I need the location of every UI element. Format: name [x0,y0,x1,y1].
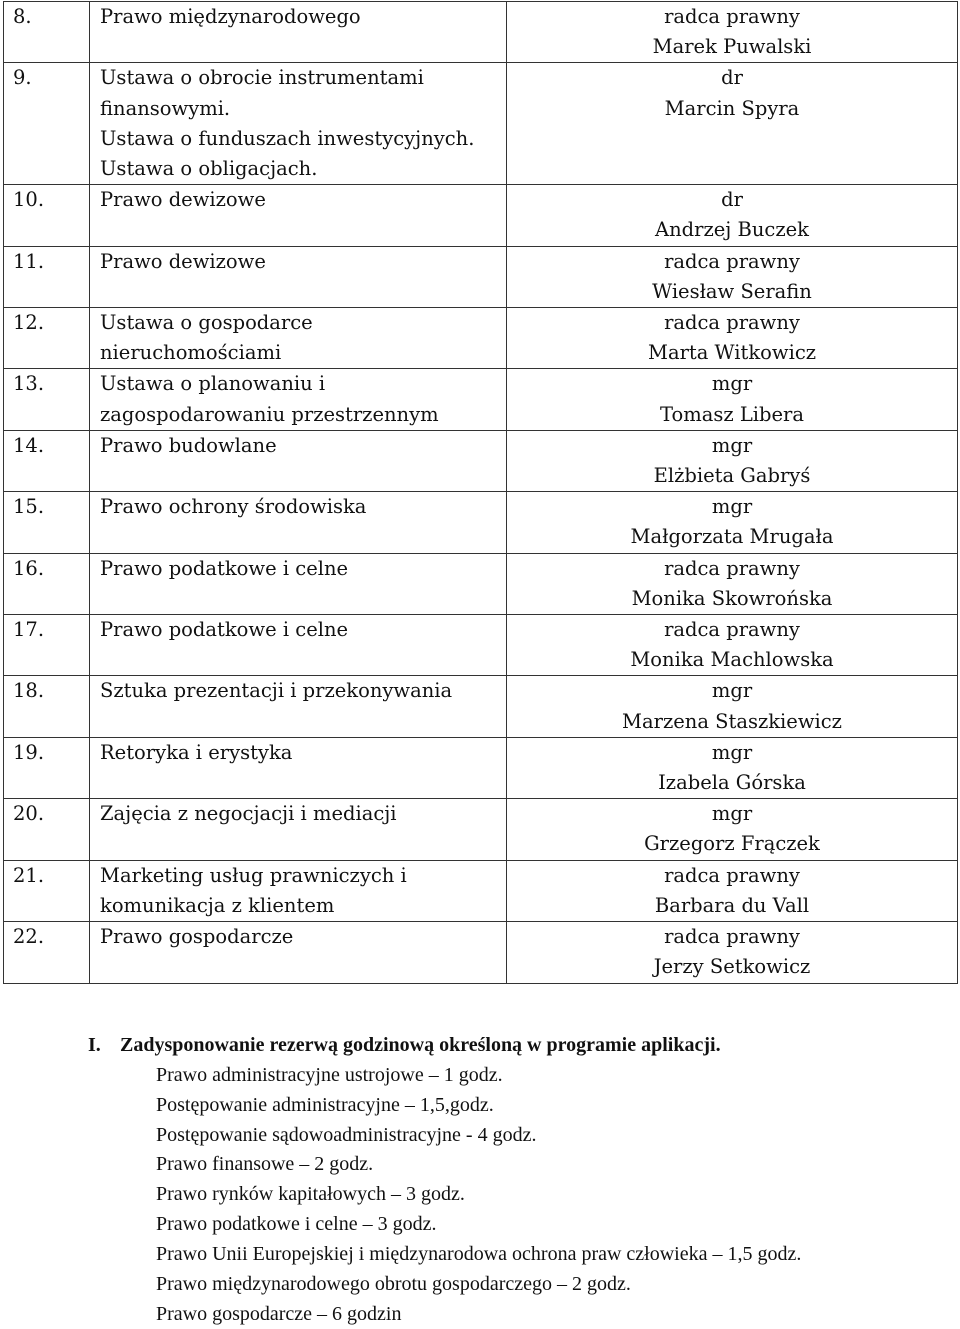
reserve-hours-item: Prawo gospodarcze – 6 godzin [156,1302,402,1325]
lecturer-title: radca prawny [664,5,800,28]
row-number: 18. [4,676,90,737]
lecturer-cell [507,860,958,921]
row-number: 9. [4,63,90,185]
lecturer-title: mgr [711,495,753,519]
lecturer-title: mgr [711,372,753,396]
subject-line: Marketing usług prawniczych i [100,863,407,887]
lecturer-title: radca prawny [664,311,800,335]
subject-line: Ustawa o obligacjach. [100,157,318,181]
lecturer-cell [507,922,958,983]
lecturer-name: Elżbieta Gabryś [653,464,811,488]
subject-cell [90,737,507,798]
subject-line: Prawo dewizowe [100,249,266,273]
lecturer-cell [507,430,958,491]
lecturer-title: radca prawny [664,556,800,580]
subject-line: Zajęcia z negocjacji i mediacji [100,802,397,826]
lecturer-name: Jerzy Setkowicz [653,955,811,979]
lecturer-name: Wiesław Serafin [652,279,812,303]
lecturer-name: Andrzej Buczek [655,218,809,242]
lecturer-cell [507,63,958,185]
subject-cell [90,63,507,185]
subject-line: Prawo podatkowe i celne [100,618,349,642]
lecturer-title: radca prawny [664,249,800,273]
lecturer-name: Marcin Spyra [664,96,800,120]
subject-cell [90,308,507,369]
reserve-hours-item: Prawo podatkowe i celne – 3 godz. [156,1213,437,1236]
lecturer-title: mgr [711,802,753,826]
table-row [4,492,958,553]
lecturer-name: Barbara du Vall [654,893,810,917]
row-number: 8. [4,2,90,63]
lecturer-name: Grzegorz Frączek [644,832,820,856]
lecturer-title: radca prawny [664,863,800,887]
lecturer-title: radca prawny [664,925,800,949]
table-row [4,2,958,63]
subject-line: komunikacja z klientem [100,893,335,917]
subject-line: Prawo budowlane [100,433,277,457]
row-number: 11. [4,246,90,307]
lecturer-name: Marta Witkowicz [647,341,817,365]
row-number: 14. [4,430,90,491]
subject-cell [90,369,507,430]
subject-cell [90,2,507,63]
table-row [4,308,958,369]
subject-line: Prawo ochrony środowiska [100,495,367,519]
table-row [4,63,958,185]
reserve-hours-item: Prawo administracyjne ustrojowe – 1 godz. [156,1063,503,1086]
lecturer-name: Małgorzata Mrugała [630,525,834,549]
lecturer-cell [507,553,958,614]
lecturer-title: mgr [711,679,753,703]
table-row [4,553,958,614]
row-number: 21. [4,860,90,921]
reserve-hours-item: Prawo międzynarodowego obrotu gospodarczego – 2 godz. [156,1272,631,1295]
subject-cell [90,185,507,246]
table-row [4,615,958,676]
subject-line: Ustawa o funduszach inwestycyjnych. [100,126,475,150]
table-row [4,676,958,737]
row-number: 10. [4,185,90,246]
section-heading [88,1031,801,1061]
subject-line: zagospodarowaniu przestrzennym [100,402,439,426]
lecturer-cell [507,615,958,676]
lecturer-title: dr [721,188,743,212]
subject-cell [90,615,507,676]
subject-line: Prawo dewizowe [100,188,266,212]
lecturer-cell [507,737,958,798]
reserve-hours-item: Postępowanie administracyjne – 1,5,godz. [156,1093,494,1116]
lecturer-title: mgr [711,433,753,457]
subject-line: Ustawa o gospodarce [100,311,313,335]
reserve-hours-item: Prawo Unii Europejskiej i międzynarodowa ochrona praw człowieka – 1,5 godz. [156,1242,802,1265]
subject-line: Prawo podatkowe i celne [100,556,349,580]
reserve-hours-list [88,1061,801,1329]
subject-line: Prawo międzynarodowego [100,5,361,28]
table-row [4,246,958,307]
row-number: 19. [4,737,90,798]
subject-line: Prawo gospodarcze [100,925,294,949]
row-number: 17. [4,615,90,676]
subject-cell [90,430,507,491]
table-row [4,799,958,860]
subject-cell [90,860,507,921]
row-number: 16. [4,553,90,614]
subject-cell [90,676,507,737]
subject-line: Ustawa o planowaniu i [100,372,326,396]
subject-line: finansowymi. [100,96,231,120]
lecturer-title: radca prawny [664,618,800,642]
subject-cell [90,553,507,614]
table-row [4,430,958,491]
table-row [4,922,958,983]
lecturer-cell [507,492,958,553]
table-row [4,737,958,798]
lecturer-cell [507,369,958,430]
subject-line: Ustawa o obrocie instrumentami [100,66,424,90]
table-row [4,369,958,430]
lecturer-cell [507,308,958,369]
lecturer-name: Tomasz Libera [660,402,804,426]
section-title: Zadysponowanie rezerwą godzinową określoną w programie aplikacji. [120,1034,721,1056]
lecturer-cell [507,2,958,63]
lecturer-name: Marzena Staszkiewicz [622,709,842,733]
subject-line: Retoryka i erystyka [100,740,293,764]
lecturer-title: mgr [711,740,753,764]
lecturer-name: Monika Machlowska [630,648,834,672]
row-number: 15. [4,492,90,553]
lecturer-cell [507,185,958,246]
subject-line: Sztuka prezentacji i przekonywania [100,679,453,703]
lecturer-cell [507,246,958,307]
section-number: I. [88,1034,101,1056]
lecturer-name: Izabela Górska [658,771,806,795]
subject-cell [90,492,507,553]
row-number: 20. [4,799,90,860]
reserve-hours-item: Prawo rynków kapitałowych – 3 godz. [156,1183,465,1206]
row-number: 22. [4,922,90,983]
reserve-hours-item: Postępowanie sądowoadministracyjne - 4 godz. [156,1123,537,1146]
row-number: 12. [4,308,90,369]
reserve-hours-section [88,1031,801,1329]
lecturer-cell [507,676,958,737]
lecturer-name: Monika Skowrońska [631,586,833,610]
row-number: 13. [4,369,90,430]
lecturer-name: Marek Puwalski [652,35,812,59]
table-body [4,2,958,984]
lecturer-cell [507,799,958,860]
lecturer-title: dr [721,66,743,90]
reserve-hours-item: Prawo finansowe – 2 godz. [156,1153,374,1176]
subject-line: nieruchomościami [100,341,282,365]
subject-cell [90,799,507,860]
subject-cell [90,922,507,983]
table-row [4,860,958,921]
subject-cell [90,246,507,307]
course-lecturer-table [3,1,958,984]
table-row [4,185,958,246]
